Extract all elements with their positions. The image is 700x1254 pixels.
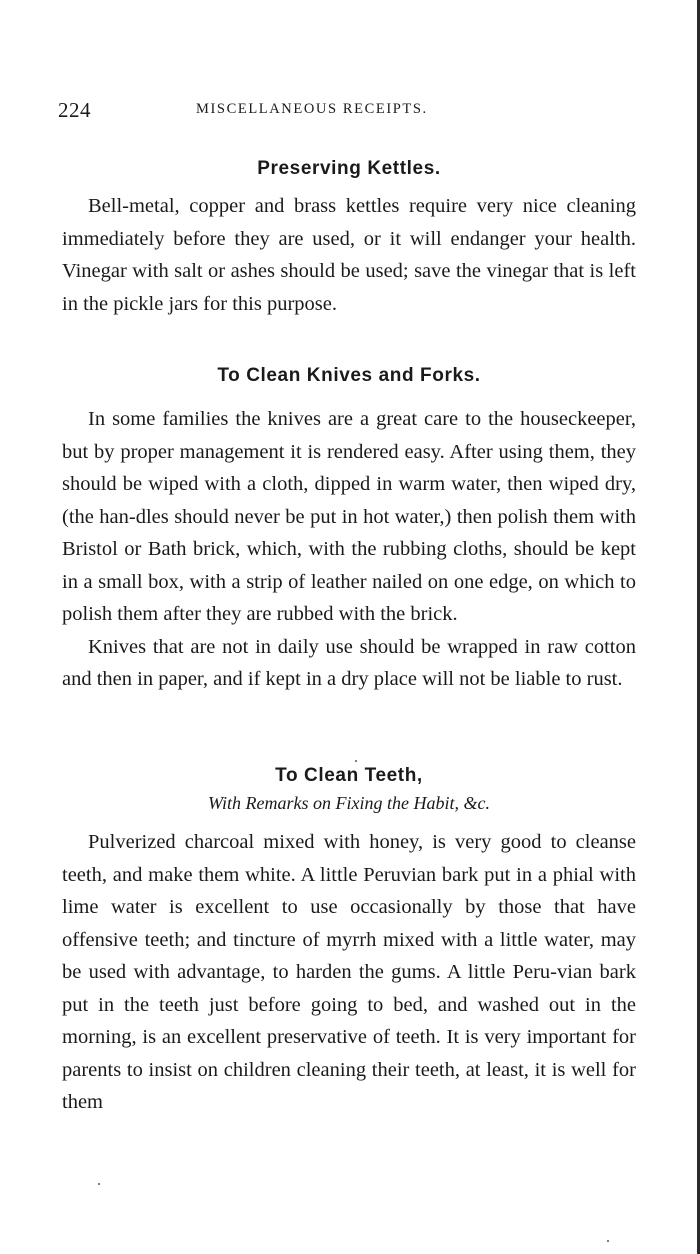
section-clean-knives-forks <box>62 365 636 696</box>
page-number: 224 <box>58 98 91 122</box>
section-clean-teeth <box>62 765 636 1119</box>
ink-speck <box>355 760 357 762</box>
running-head <box>58 98 638 126</box>
section-heading: To Clean Teeth, <box>275 765 423 786</box>
paragraph: In some families the knives are a great care to the houseckeeper, but by proper management it is rendered easy. After using them, they should be wiped with a cloth, dipped in warm water, then wiped dry, (the han-dles should never be put in hot water,) then polish them with Bristol or Bath brick, which, with the rubbing cloths, should be kept in a small box, with a strip of leather nailed on one edge, on which to polish them after they are rubbed with the brick. <box>62 408 636 625</box>
running-title: MISCELLANEOUS RECEIPTS. <box>196 101 428 117</box>
ink-speck <box>98 1183 100 1185</box>
paragraph: Pulverized charcoal mixed with honey, is very good to cleanse teeth, and make them white. A little Peruvian bark put in a phial with lime water is excellent to use occasionally by those that have offensive teeth; and tincture of myrrh mixed with a little water, may be used with advantage, to harden the gums. A little Peru-vian bark put in the teeth just before going to bed, and washed out in the morning, is an excellent preservative of teeth. It is very important for parents to insist on children cleaning their teeth, at least, it is well for them <box>62 831 636 1113</box>
paragraph: Bell-metal, copper and brass kettles require very nice cleaning immediately before they are used, or it will endanger your health. Vinegar with salt or ashes should be used; save the vinegar that is left in the pickle jars for this purpose. <box>62 195 636 315</box>
section-heading: Preserving Kettles. <box>257 158 441 179</box>
section-heading: To Clean Knives and Forks. <box>217 365 481 386</box>
section-preserving-kettles <box>62 158 636 320</box>
section-subtitle: With Remarks on Fixing the Habit, &c. <box>208 793 490 813</box>
ink-speck <box>607 1240 609 1242</box>
paragraph: Knives that are not in daily use should be wrapped in raw cotton and then in paper, and if kept in a dry place will not be liable to rust. <box>62 635 636 690</box>
